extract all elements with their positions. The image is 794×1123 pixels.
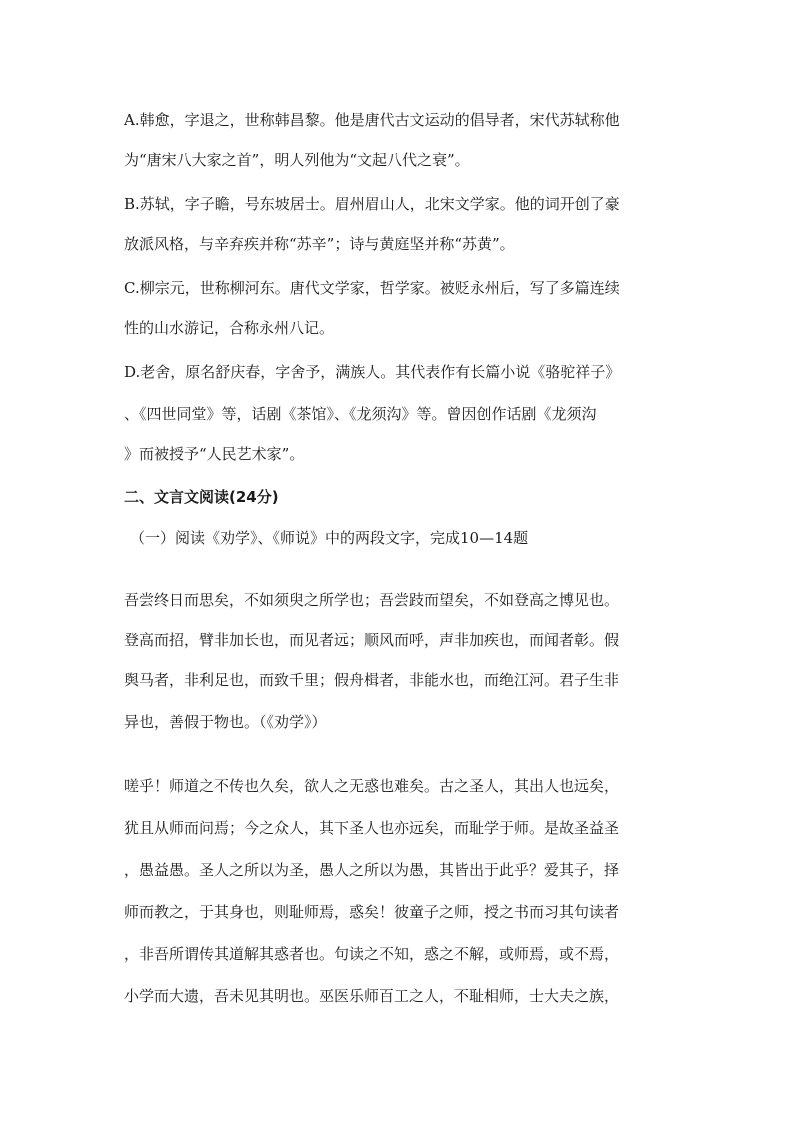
option-b-line-1: B.苏轼，字子瞻，号东坡居士。眉州眉山人，北宋文学家。他的词开创了豪 [124,195,620,213]
passage2-line-5: ，非吾所谓传其道解其惑者也。句读之不知，惑之不解，或师焉，或不焉， [124,945,620,963]
option-b-line-2: 放派风格，与辛弃疾并称“苏辛”；诗与黄庭坚并称“苏黄”。 [124,235,515,253]
option-a-line-2: 为“唐宋八大家之首”，明人列他为“文起八代之衰”。 [124,151,470,169]
section-heading: 二、文言文阅读(24分) [124,488,279,506]
section-subheading: （一）阅读《劝学》、《师说》中的两段文字，完成10—14题 [130,529,529,547]
option-a-line-1: A.韩愈，字退之，世称韩昌黎。他是唐代古文运动的倡导者，宋代苏轼称他 [124,111,620,129]
passage2-line-1: 嗟乎！师道之不传也久矣，欲人之无惑也难矣。古之圣人，其出人也远矣， [124,777,620,795]
option-d-line-3: 》而被授予“人民艺术家”。 [124,445,305,463]
passage1-line-2: 登高而招，臂非加长也，而见者远；顺风而呼，声非加疾也，而闻者彰。假 [124,631,620,649]
passage1-line-1: 吾尝终日而思矣，不如须臾之所学也；吾尝跂而望矣，不如登高之博见也。 [124,591,620,609]
passage1-line-4: 异也，善假于物也。（《劝学》） [124,713,327,731]
passage2-line-6: 小学而大遗，吾未见其明也。巫医乐师百工之人，不耻相师，士大夫之族， [124,987,620,1005]
passage2-line-2: 犹且从师而问焉；今之众人，其下圣人也亦远矣，而耻学于师。是故圣益圣 [124,819,620,837]
passage2-line-3: ，愚益愚。圣人之所以为圣，愚人之所以为愚，其皆出于此乎？爱其子，择 [124,861,620,879]
passage1-line-3: 舆马者，非利足也，而致千里；假舟楫者，非能水也，而绝江河。君子生非 [124,671,620,689]
option-c-line-1: C.柳宗元，世称柳河东。唐代文学家，哲学家。被贬永州后，写了多篇连续 [124,279,620,297]
option-c-line-2: 性的山水游记，合称永州八记。 [124,319,335,337]
option-d-line-2: 、《四世同堂》等，话剧《茶馆》、《龙须沟》等。曾因创作话剧《龙须沟 [124,405,597,423]
passage2-line-4: 师而教之，于其身也，则耻师焉，惑矣！彼童子之师，授之书而习其句读者 [124,903,620,921]
option-d-line-1: D.老舍，原名舒庆春，字舍予，满族人。其代表作有长篇小说《骆驼祥子》 [124,363,621,381]
